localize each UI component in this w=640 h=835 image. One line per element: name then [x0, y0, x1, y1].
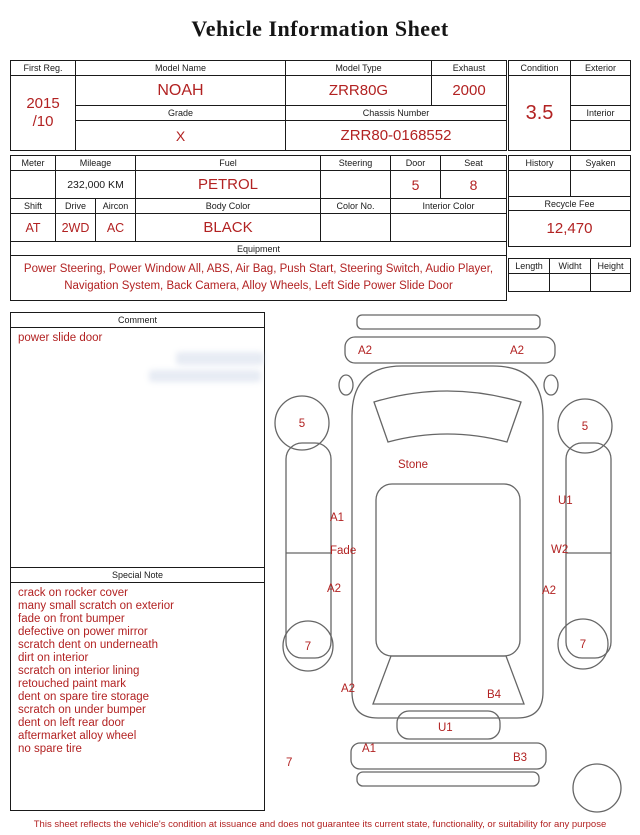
- grade-value: X: [76, 121, 286, 151]
- width-value-cell: [550, 274, 591, 292]
- damage-label-rear-left-body: A2: [341, 683, 356, 695]
- car-windshield: [374, 391, 521, 442]
- recycle-fee-value: 12,470: [509, 211, 631, 247]
- special-note-item: dirt on interior: [18, 652, 89, 664]
- special-note-item: scratch on interior lining: [18, 665, 140, 677]
- condition-score: 3.5: [509, 76, 571, 151]
- special-note-list: [11, 583, 264, 760]
- details-table: [10, 155, 507, 301]
- interior-color-value-cell: [391, 214, 507, 242]
- comment-text: power slide door: [18, 332, 103, 344]
- model-type-value: ZRR80G: [286, 76, 432, 106]
- syaken-label: Syaken: [571, 156, 631, 171]
- car-cabin: [376, 484, 520, 656]
- damage-label-left-lower: A2: [327, 583, 342, 595]
- body-color-label: Body Color: [136, 199, 321, 214]
- redacted-smudge: [176, 352, 264, 365]
- exhaust-value: 2000: [432, 76, 507, 106]
- exterior-label: Exterior: [571, 61, 631, 76]
- damage-label-front-left: A2: [358, 345, 373, 357]
- car-rear-hatch: [373, 656, 524, 704]
- model-name-label: Model Name: [76, 61, 286, 76]
- aircon-label: Aircon: [96, 199, 136, 214]
- first-reg-label: First Reg.: [11, 61, 76, 76]
- rear-lower-strip: [357, 772, 539, 786]
- equipment-label: Equipment: [11, 242, 507, 256]
- seat-label: Seat: [441, 156, 507, 171]
- damage-label-right-upper: U1: [558, 495, 573, 507]
- left-mirror: [339, 375, 353, 395]
- wheel-label-rear-right: 7: [579, 639, 587, 651]
- dimensions-table: [508, 258, 631, 292]
- spare-tire: [573, 764, 621, 812]
- exhaust-label: Exhaust: [432, 61, 507, 76]
- car-roof-strip: [357, 315, 540, 329]
- color-no-value-cell: [321, 214, 391, 242]
- shift-value: AT: [11, 214, 56, 242]
- damage-label-right-lower: A2: [542, 585, 557, 597]
- history-label: History: [509, 156, 571, 171]
- model-type-label: Model Type: [286, 61, 432, 76]
- height-value-cell: [591, 274, 631, 292]
- height-label: Height: [591, 259, 631, 274]
- wheel-label-front-left: 5: [298, 418, 306, 430]
- first-reg-year: 2015: [26, 95, 60, 112]
- registration-table: [10, 60, 507, 151]
- color-no-label: Color No.: [321, 199, 391, 214]
- disclaimer-text: This sheet reflects the vehicle's condition at issuance and does not guarantee its current state, functionality, or suitability for any purpose: [33, 819, 607, 830]
- door-value: 5: [391, 171, 441, 199]
- shift-label: Shift: [11, 199, 56, 214]
- damage-label-bottom-left: 7: [286, 757, 293, 769]
- chassis-number-value: ZRR80-0168552: [286, 121, 507, 151]
- special-note-item: aftermarket alloy wheel: [18, 730, 137, 742]
- exterior-value-cell: [571, 76, 631, 106]
- special-note-item: crack on rocker cover: [18, 587, 128, 599]
- wheel-label-rear-left: 7: [304, 641, 312, 653]
- history-value-cell: [509, 171, 571, 197]
- length-label: Length: [509, 259, 550, 274]
- condition-label: Condition: [509, 61, 571, 76]
- comment-content: [11, 328, 264, 568]
- special-note-item: no spare tire: [18, 743, 82, 755]
- comment-header: Comment: [11, 313, 264, 328]
- mileage-value: 232,000 KM: [56, 171, 136, 199]
- damage-label-rear-center: U1: [438, 722, 453, 734]
- special-note-header: Special Note: [11, 568, 264, 583]
- syaken-value-cell: [571, 171, 631, 197]
- aircon-value: AC: [96, 214, 136, 242]
- door-label: Door: [391, 156, 441, 171]
- special-note-item: retouched paint mark: [18, 678, 127, 690]
- width-label: Widht: [550, 259, 591, 274]
- meter-label: Meter: [11, 156, 56, 171]
- mileage-label: Mileage: [56, 156, 136, 171]
- special-note-item: dent on spare tire storage: [18, 691, 150, 703]
- right-side-panel: [566, 443, 611, 658]
- body-color-value: BLACK: [136, 214, 321, 242]
- interior-value-cell: [571, 121, 631, 151]
- vehicle-damage-diagram: [270, 306, 632, 813]
- damage-label-front-right: A2: [510, 345, 525, 357]
- grade-label: Grade: [76, 106, 286, 121]
- steering-label: Steering: [321, 156, 391, 171]
- fuel-label: Fuel: [136, 156, 321, 171]
- special-note-item: many small scratch on exterior: [18, 600, 174, 612]
- damage-label-rear-bar-left: A1: [362, 743, 377, 755]
- damage-label-fade: Fade: [330, 545, 357, 557]
- redacted-smudge: [149, 370, 261, 382]
- drive-label: Drive: [56, 199, 96, 214]
- steering-value-cell: [321, 171, 391, 199]
- special-note-item: scratch dent on underneath: [18, 639, 159, 651]
- interior-color-label: Interior Color: [391, 199, 507, 214]
- special-note-item: fade on front bumper: [18, 613, 125, 625]
- first-reg-month: /10: [32, 113, 54, 130]
- damage-label-w2: W2: [551, 544, 569, 556]
- first-reg-value: [11, 76, 76, 151]
- seat-value: 8: [441, 171, 507, 199]
- notes-panel: [10, 312, 265, 811]
- condition-table: [508, 60, 631, 151]
- recycle-fee-label: Recycle Fee: [509, 197, 631, 211]
- right-mirror: [544, 375, 558, 395]
- meter-value-cell: [11, 171, 56, 199]
- equipment-value: Power Steering, Power Window All, ABS, Air Bag, Push Start, Steering Switch, Audio Player, Navigation System, Back Camera, Alloy Wheels, Left Side Power Slide Door: [11, 256, 507, 301]
- special-note-item: defective on power mirror: [18, 626, 148, 638]
- interior-label: Interior: [571, 106, 631, 121]
- special-note-item: dent on left rear door: [18, 717, 125, 729]
- damage-label-left-mid: A1: [330, 512, 345, 524]
- page-title: Vehicle Information Sheet: [191, 16, 449, 41]
- chassis-number-label: Chassis Number: [286, 106, 507, 121]
- drive-value: 2WD: [56, 214, 96, 242]
- wheel-label-front-right: 5: [581, 421, 589, 433]
- length-value-cell: [509, 274, 550, 292]
- model-name-value: NOAH: [76, 76, 286, 106]
- damage-label-stone: Stone: [398, 459, 429, 471]
- car-body-outline: [352, 366, 543, 718]
- damage-label-rear-right-body: B4: [487, 689, 502, 701]
- history-table: [508, 155, 631, 247]
- special-note-item: scratch on under bumper: [18, 704, 146, 716]
- fuel-value: PETROL: [136, 171, 321, 199]
- damage-label-rear-bar-right: B3: [513, 752, 528, 764]
